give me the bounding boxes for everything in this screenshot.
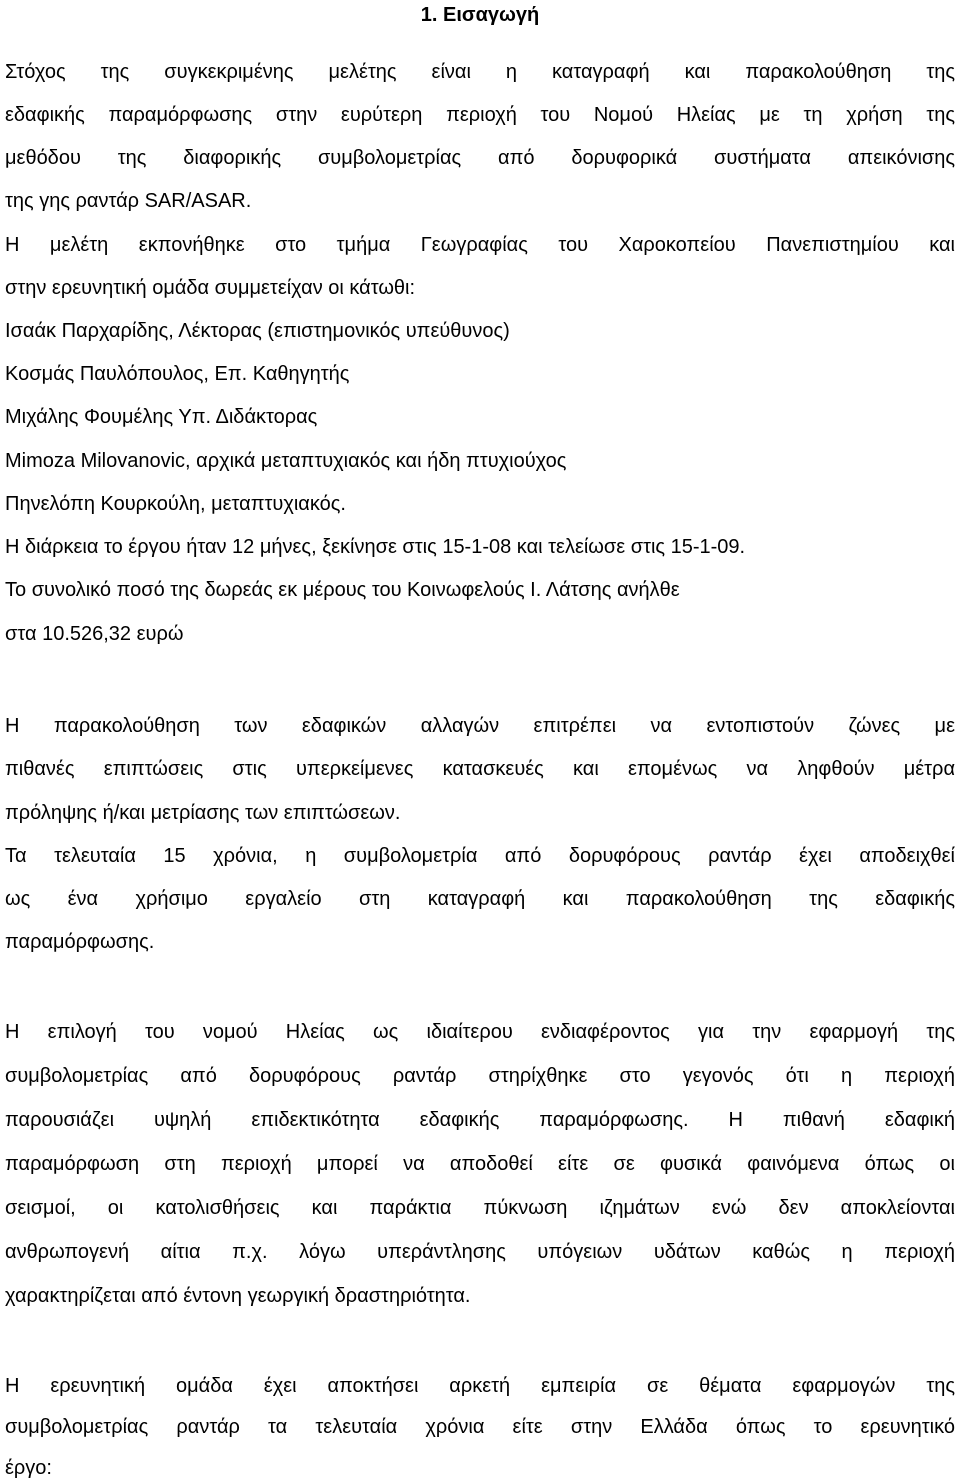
monitoring-line: Τα τελευταία 15 χρόνια, η συμβολομετρία από δορυφόρους ραντάρ έχει αποδειχθεί: [5, 845, 955, 867]
monitoring-line: πιθανές επιπτώσεις στις υπερκείμενες κατασκευές και επομένως να ληφθούν μέτρα: [5, 758, 955, 780]
monitoring-line: Η παρακολούθηση των εδαφικών αλλαγών επιτρέπει να εντοπιστούν ζώνες με: [5, 715, 955, 737]
selection-line: χαρακτηρίζεται από έντονη γεωργική δραστηριότητα.: [5, 1285, 471, 1307]
monitoring-line: ως ένα χρήσιμο εργαλείο στη καταγραφή και παρακολούθηση της εδαφικής: [5, 888, 955, 910]
project-duration: Η διάρκεια το έργου ήταν 12 μήνες, ξεκίνησε στις 15-1-08 και τελείωσε στις 15-1-09.: [5, 536, 746, 558]
team-member: Ισαάκ Παρχαρίδης, Λέκτορας (επιστημονικός υπεύθυνος): [5, 320, 510, 342]
intro-line: Στόχος της συγκεκριμένης μελέτης είναι η καταγραφή και παρακολούθηση της: [5, 61, 955, 83]
intro-line: Η μελέτη εκπονήθηκε στο τμήμα Γεωγραφίας του Χαροκοπείου Πανεπιστημίου και: [5, 234, 955, 256]
selection-line: παρουσιάζει υψηλή επιδεκτικότητα εδαφικής παραμόρφωσης. Η πιθανή εδαφική: [5, 1109, 955, 1131]
team-member: Πηνελόπη Κουρκούλη, μεταπτυχιακός.: [5, 493, 346, 515]
monitoring-line: πρόληψης ή/και μετρίασης των επιπτώσεων.: [5, 802, 401, 824]
experience-line: έργο:: [5, 1457, 52, 1479]
selection-line: παραμόρφωση στη περιοχή μπορεί να αποδοθεί είτε σε φυσικά φαινόμενα όπως οι: [5, 1153, 955, 1175]
experience-line: συμβολομετρίας ραντάρ τα τελευταία χρόνια είτε στην Ελλάδα όπως το ερευνητικό: [5, 1416, 955, 1438]
project-funding: Το συνολικό ποσό της δωρεάς εκ μέρους του Κοινωφελούς Ι. Λάτσης ανήλθε: [5, 579, 680, 601]
intro-line: μεθόδου της διαφορικής συμβολομετρίας από δορυφορικά συστήματα απεικόνισης: [5, 147, 955, 169]
selection-line: συμβολομετρίας από δορυφόρους ραντάρ στηρίχθηκε στο γεγονός ότι η περιοχή: [5, 1065, 955, 1087]
monitoring-line: παραμόρφωσης.: [5, 931, 155, 953]
intro-line: εδαφικής παραμόρφωσης στην ευρύτερη περιοχή του Νομού Ηλείας με τη χρήση της: [5, 104, 955, 126]
experience-line: Η ερευνητική ομάδα έχει αποκτήσει αρκετή εμπειρία σε θέματα εφαρμογών της: [5, 1375, 955, 1397]
team-member: Mimoza Milovanovic, αρχικά μεταπτυχιακός και ήδη πτυχιούχος: [5, 450, 567, 472]
selection-line: σεισμοί, οι κατολισθήσεις και παράκτια πύκνωση ιζημάτων ενώ δεν αποκλείονται: [5, 1197, 955, 1219]
selection-line: ανθρωπογενή αίτια π.χ. λόγω υπεράντλησης υπόγειων υδάτων καθώς η περιοχή: [5, 1241, 955, 1263]
selection-line: Η επιλογή του νομού Ηλείας ως ιδιαίτερου ενδιαφέροντος για την εφαρμογή της: [5, 1021, 955, 1043]
team-member: Κοσμάς Παυλόπουλος, Επ. Καθηγητής: [5, 363, 350, 385]
project-funding-amount: στα 10.526,32 ευρώ: [5, 623, 184, 645]
section-heading: 1. Εισαγωγή: [420, 4, 540, 26]
team-member: Μιχάλης Φουμέλης Υπ. Διδάκτορας: [5, 406, 318, 428]
intro-line: στην ερευνητική ομάδα συμμετείχαν οι κάτωθι:: [5, 277, 416, 299]
intro-line: της γης ραντάρ SAR/ASAR.: [5, 190, 252, 212]
